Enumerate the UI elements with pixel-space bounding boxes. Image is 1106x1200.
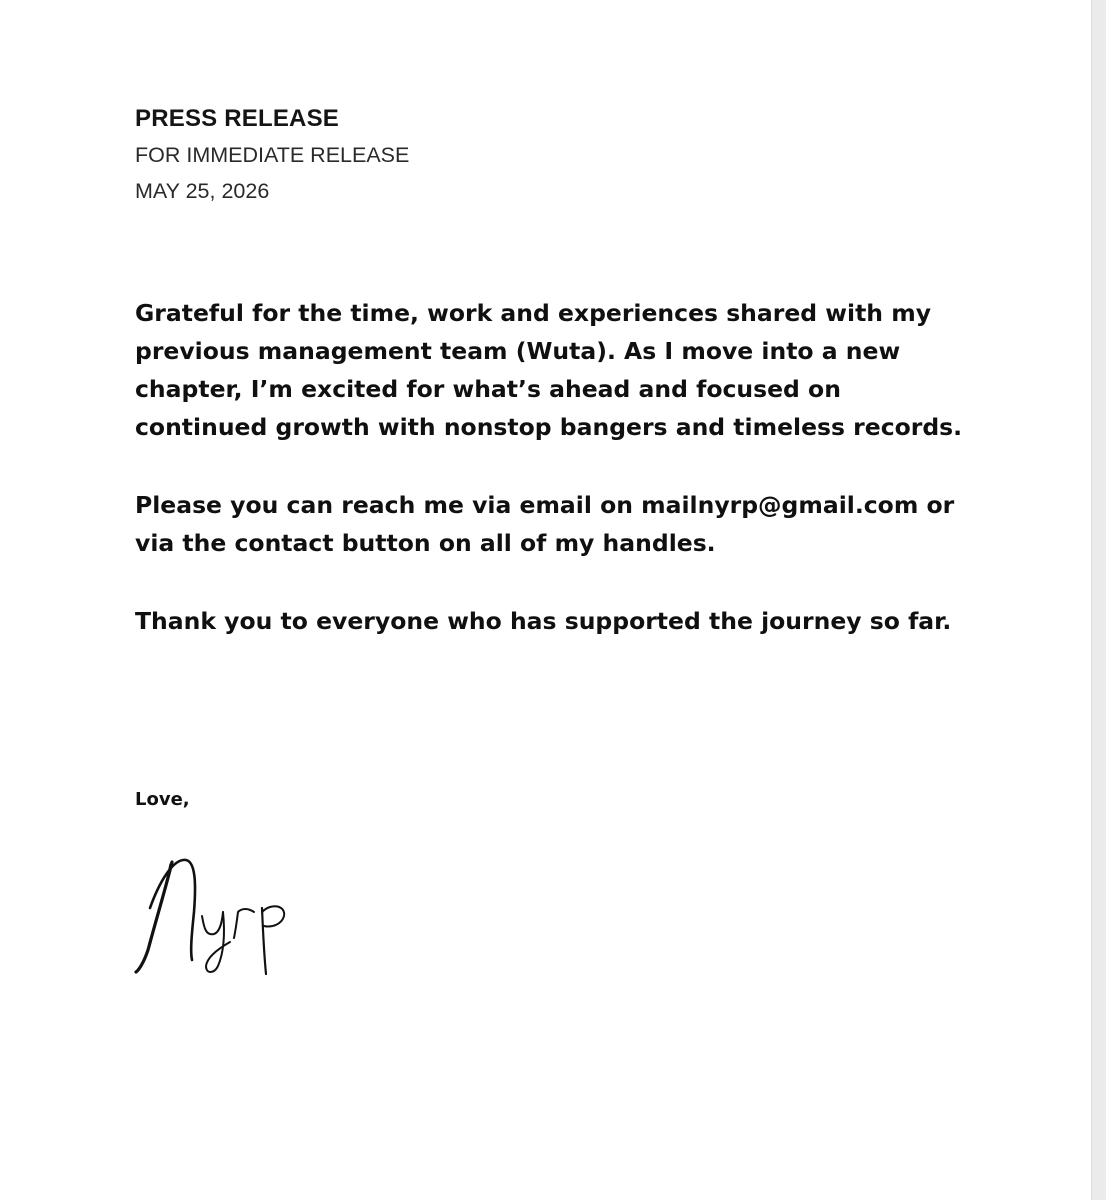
handwritten-signature bbox=[126, 850, 316, 980]
paragraph-spacer bbox=[135, 562, 1065, 602]
press-release-title: PRESS RELEASE bbox=[135, 105, 339, 132]
paragraph-thanks bbox=[135, 602, 1065, 640]
signoff-text: Love, bbox=[135, 789, 190, 810]
body-line: Please you can reach me via email on mailnyrp@gmail.com or bbox=[135, 491, 955, 519]
release-body bbox=[135, 294, 1065, 640]
body-line: chapter, I’m excited for what’s ahead and focused on bbox=[135, 375, 841, 403]
body-line: via the contact button on all of my handles. bbox=[135, 529, 716, 557]
body-line: previous management team (Wuta). As I move into a new bbox=[135, 337, 901, 365]
paragraph-contact bbox=[135, 486, 1065, 562]
paragraph-gratitude bbox=[135, 294, 1065, 446]
release-heading bbox=[135, 103, 409, 209]
paragraph-spacer bbox=[135, 446, 1065, 486]
body-line: continued growth with nonstop bangers and timeless records. bbox=[135, 413, 963, 441]
release-note: FOR IMMEDIATE RELEASE bbox=[135, 143, 410, 167]
release-date: MAY 25, 2026 bbox=[135, 179, 270, 203]
body-line: Grateful for the time, work and experiences shared with my bbox=[135, 299, 932, 327]
body-line: Thank you to everyone who has supported the journey so far. bbox=[135, 607, 952, 635]
